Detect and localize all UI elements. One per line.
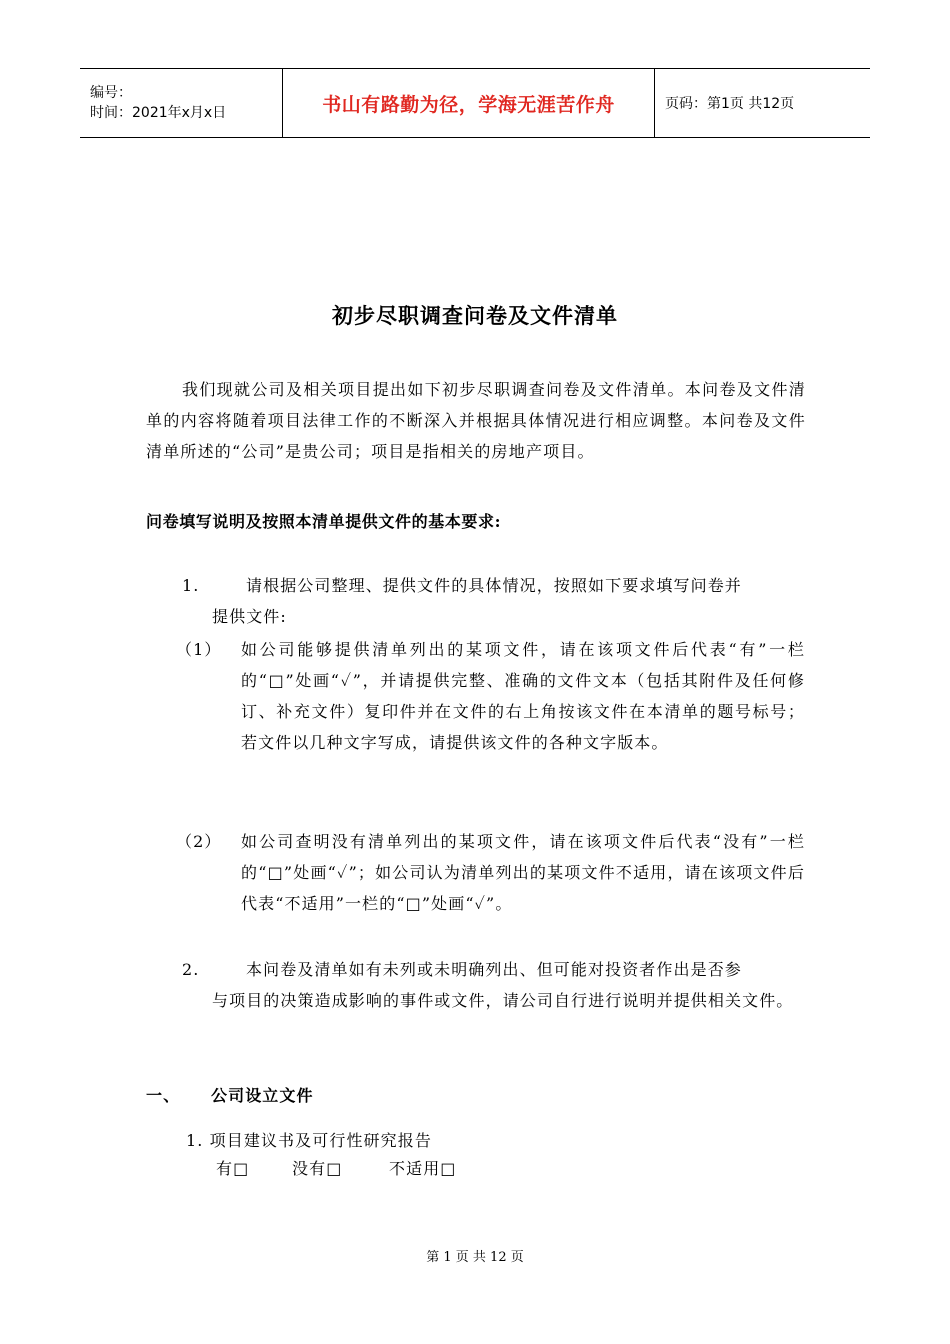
item1-text: 请根据公司整理、提供文件的具体情况，按照如下要求填写问卷并 [246, 576, 742, 595]
intro-paragraph: 我们现就公司及相关项目提出如下初步尽职调查问卷及文件清单。本问卷及文件清单的内容将随着项目法律工作的不断深入并根据具体情况进行相应调整。本问卷及文件清单所述的“公司”是贵公司；项目是指相关的房地产项目。 [146, 380, 806, 461]
header-page-cell [655, 69, 870, 137]
motto: 书山有路勤为径，学海无涯苦作舟 [322, 93, 615, 116]
option-yes[interactable]: 有□ [216, 1159, 250, 1178]
document-title: 初步尽职调查问卷及文件清单 [332, 303, 618, 328]
header-table [80, 68, 870, 138]
option-no[interactable]: 没有□ [292, 1159, 343, 1178]
item2-number: 2. [182, 960, 200, 979]
section1-title: 公司设立文件 [211, 1086, 314, 1105]
requirements-heading: 问卷填写说明及按照本清单提供文件的基本要求: [146, 512, 502, 531]
sub2-text: 如公司查明没有清单列出的某项文件，请在该项文件后代表“没有”一栏的“□”处画“✓”；如公司认为清单列出的某项文件不适用，请在该项文件后代表“不适用”一栏的“□”处画“✓”。 [241, 832, 805, 913]
item1-number: 1. [182, 576, 200, 595]
number-label: 编号： [90, 85, 132, 101]
header-meta [80, 69, 282, 137]
header-motto-cell [282, 69, 655, 137]
sub2-number: （2） [176, 832, 222, 851]
time-label: 时间：2021年x月x日 [90, 105, 227, 121]
option-not-applicable[interactable]: 不适用□ [389, 1159, 457, 1178]
item2-text: 本问卷及清单如有未列或未明确列出、但可能对投资者作出是否参 [246, 960, 742, 979]
question-1-label: 1. 项目建议书及可行性研究报告 [186, 1131, 432, 1150]
sub1-text: 如公司能够提供清单列出的某项文件，请在该项文件后代表“有”一栏的“□”处画“✓”，并请提供完整、准确的文件文本（包括其附件及任何修订、补充文件）复印件并在文件的右上角按该文件在本清单的题号标号；若文件以几种文字写成，请提供该文件的各种文字版本。 [241, 640, 805, 752]
sub1-number: （1） [176, 640, 222, 659]
item2-continued: 与项目的决策造成影响的事件或文件，请公司自行进行说明并提供相关文件。 [212, 991, 794, 1010]
page-label: 页码：第1页 共12页 [665, 96, 795, 112]
page-footer: 第 1 页 共 12 页 [426, 1250, 524, 1265]
section1-number: 一、 [146, 1086, 181, 1105]
item1-continued: 提供文件: [212, 607, 287, 626]
